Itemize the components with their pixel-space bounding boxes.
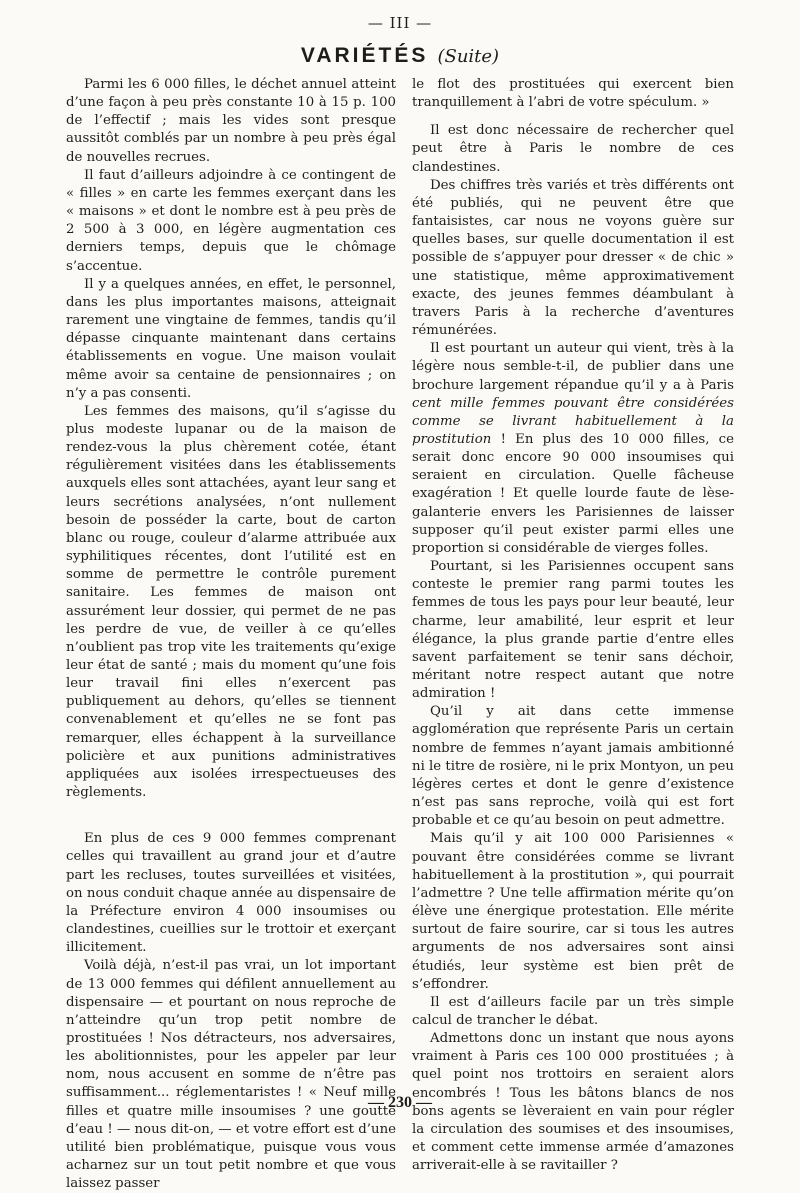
running-head: — III —	[367, 14, 433, 32]
left-paragraph-2: Il faut d’ailleurs adjoindre à ce contingent de « filles » en carte les femmes exerçant dans les « maisons » et dont le nombre est à peu près de 2 500 à 3 000, en légère augmentation ces derniers temps, depuis que le chômage s’accentue.	[66, 167, 396, 274]
right-column	[412, 76, 734, 1175]
section-title	[0, 44, 800, 68]
page-number: — 230 —	[368, 1094, 432, 1111]
subtitle-text: (Suite)	[437, 46, 500, 67]
left-paragraph-5: En plus de ces 9 000 femmes comprenant celles qui travaillent au grand jour et d’autre part les recluses, toutes surveillées et visitées, on nous conduit chaque année au dispensaire de la Préfecture environ 4 000 insoumises ou clandestines, cueillies sur le trottoir et exerçant illicitement.	[66, 831, 396, 956]
quoted-claim: cent mille femmes pouvant être considérées comme se livrant habituellement à la prostitution	[412, 395, 734, 447]
right-paragraph-4-end: ! En plus des 10 000 filles, ce serait donc encore 90 000 insoumises qui seraient en circulation. Quelle fâcheuse exagération ! Et quelle lourde faute de lèse-galanterie envers les Parisiennes de laisser supposer qu’il peut exister parmi elles une proportion si considérable de vierges folles.	[412, 431, 734, 556]
right-paragraph-4-start: Il est pourtant un auteur qui vient, très à la légère nous semble-t-il, de publier dans une brochure largement répandue qu’il y a à Paris	[412, 341, 734, 393]
left-paragraph-3: Il y a quelques années, en effet, le personnel, dans les plus importantes maisons, atteignait rarement une vingtaine de femmes, tandis qu’il dépasse cinquante maintenant dans certains établissements en vogue. Une maison voulait même avoir sa centaine de pensionnaires ; on n’y a pas consenti.	[66, 276, 396, 401]
title-text: VARIÉTÉS	[300, 44, 429, 67]
right-paragraph-5: Pourtant, si les Parisiennes occupent sans conteste le premier rang parmi toutes les femmes de tous les pays pour leur beauté, leur charme, leur amabilité, leur esprit et leur élégance, la plus grande partie d’entre elles savent parfaitement se tenir sans déchoir, méritant notre respect autant que notre admiration !	[412, 559, 734, 702]
right-paragraph-6: Qu’il y ait dans cette immense agglomération que représente Paris un certain nombre de femmes n’ayant jamais ambitionné ni le titre de rosière, ni le prix Montyon, un peu légères certes et dont le genre d’existence n’est pas sans reproche, voilà qui est fort probable et ce qu’au besoin on peut admettre.	[412, 704, 734, 829]
right-paragraph-9: Admettons donc un instant que nous ayons vraiment à Paris ces 100 000 prostituées ; à quel point nos trottoirs en seraient alors encombrés ! Tous les bâtons blancs de nos bons agents se lèveraient en vain pour régler la circulation des soumises et des insoumises, et comment cette immense armée d’amazones arriverait-elle à se ravitailler ?	[412, 1031, 734, 1174]
left-paragraph-6: Voilà déjà, n’est-il pas vrai, un lot important de 13 000 femmes qui défilent annuellement au dispensaire — et pourtant on nous reproche de n’atteindre qu’un trop petit nombre de prostituées ! Nos détracteurs, nos adversaires, les abolitionnistes, pour les appeler par leur nom, nous accusent en somme de n’être pas suffisamment... réglementaristes ! « Neuf mille filles et quatre mille insoumises ? une goutte d’eau ! — nous dit-on, — et votre effort est d’une utilité bien problématique, puisque vous vous acharnez sur un tout petit nombre et que vous laissez passer	[66, 958, 396, 1192]
right-paragraph-3: Des chiffres très variés et très différents ont été publiés, qui ne peuvent être que fantaisistes, car nous ne voyons guère sur quelles bases, sur quelle documentation il est possible de s’appuyer pour dresser « de chic » une statistique, même approximativement exacte, des jeunes femmes déambulant à travers Paris à la recherche d’aventures rémunérées.	[412, 177, 734, 339]
right-paragraph-8: Il est d’ailleurs facile par un très simple calcul de trancher le débat.	[412, 994, 734, 1028]
right-paragraph-2: Il est donc nécessaire de rechercher quel peut être à Paris le nombre de ces clandestines.	[412, 123, 734, 175]
left-paragraph-1: Parmi les 6 000 filles, le déchet annuel atteint d’une façon à peu près constante 10 à 15 p. 100 de l’effectif ; mais les vides sont presque aussitôt comblés par un nombre à peu près égal de nouvelles recrues.	[66, 77, 396, 165]
right-paragraph-4	[412, 340, 734, 558]
right-paragraph-1: le flot des prostituées qui exercent bien tranquillement à l’abri de votre spéculum. »	[412, 77, 734, 111]
right-paragraph-7: Mais qu’il y ait 100 000 Parisiennes « pouvant être considérées comme se livrant habituellement à la prostitution », qui pourrait l’admettre ? Une telle affirmation mérite qu’on élève une énergique protestation. Elle mérite surtout de faire sourire, car si tous les autres arguments de nos adversaires sont ainsi étudiés, leur système est bien prêt de s’effondrer.	[412, 831, 734, 992]
left-paragraph-4: Les femmes des maisons, qu’il s’agisse du plus modeste lupanar ou de la maison de rendez-vous la plus chèrement cotée, étant régulièrement visitées dans les établissements auxquels elles sont attachées, ayant leur sang et leurs secrétions analysées, n’ont nullement besoin de posséder la carte, bout de carton blanc ou rouge, couleur d’alarme attribuée aux syphilitiques récentes, dont l’utilité est en somme de permettre le contrôle purement sanitaire. Les femmes de maison ont assurément leur dossier, qui permet de ne pas les perdre de vue, de veiller à ce qu’elles n’oublient pas trop vite les traitements qu’exige leur état de santé ; mais du moment qu’une fois leur travail fini elles n’exercent pas publiquement au dehors, qu’elles se tiennent convenablement et qu’elles ne se font pas remarquer, elles échappent à la surveillance policière et aux punitions administratives appliquées aux isolées irrespectueuses des règlements.	[66, 403, 396, 801]
left-column	[66, 76, 396, 1193]
